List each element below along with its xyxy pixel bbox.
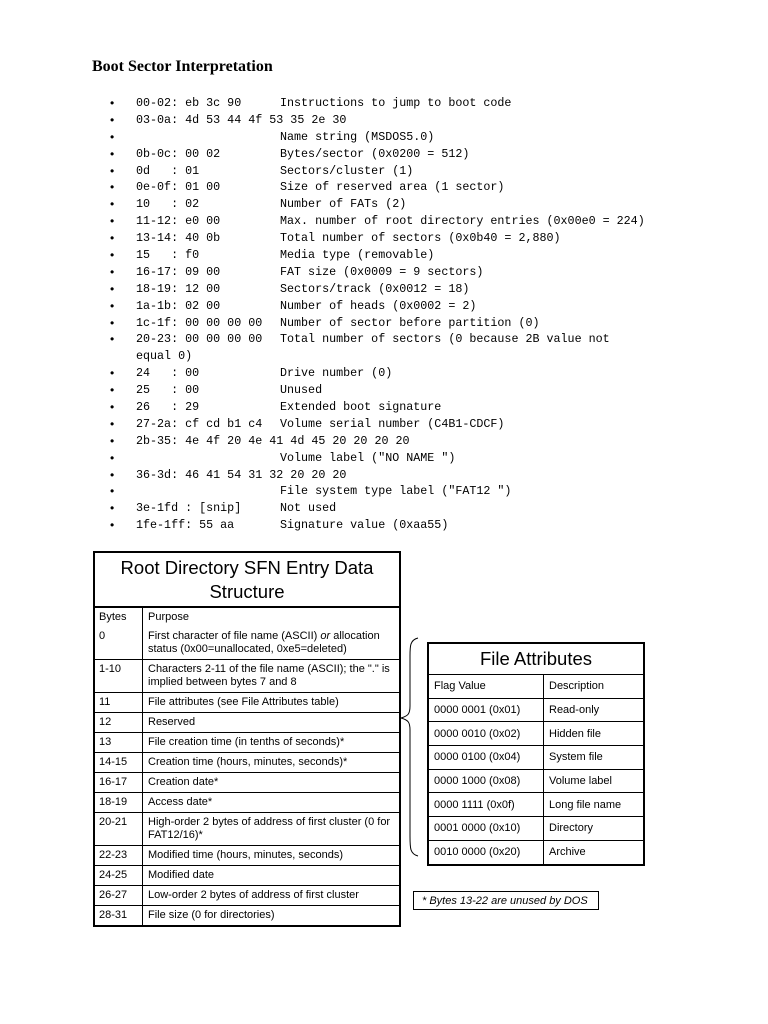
root-row-bytes: 24-25: [95, 866, 143, 885]
boot-entry: [110, 433, 750, 450]
bullet-icon: •: [110, 112, 115, 127]
boot-entry-bytes: 1fe-1ff: 55 aa: [136, 518, 235, 533]
table-row: [95, 692, 399, 712]
boot-entry-bytes: 0e-0f: 01 00: [136, 180, 221, 195]
table-row: [429, 769, 643, 793]
bullet-icon: •: [110, 163, 115, 178]
root-table-header-row: [95, 607, 399, 627]
table-row: [95, 659, 399, 692]
boot-entry: [110, 179, 750, 196]
root-row-bytes: 14-15: [95, 753, 143, 772]
boot-entry-bytes: 2b-35: 4e 4f 20 4e 41 4d 45 20 20 20 20: [136, 433, 410, 448]
boot-entry: [110, 315, 750, 332]
bullet-icon: •: [110, 467, 115, 482]
table-row: [95, 712, 399, 732]
boot-entry-description-continued: equal 0): [136, 349, 193, 364]
bullet-icon: •: [110, 315, 115, 330]
boot-entry: [110, 298, 750, 315]
bullet-icon: •: [110, 298, 115, 313]
table-row: [95, 627, 399, 659]
table-row: [429, 792, 643, 816]
boot-entry-description: Bytes/sector (0x0200 = 512): [280, 146, 470, 161]
root-row-purpose: Modified time (hours, minutes, seconds): [148, 849, 344, 861]
boot-entry-bytes: 15 : f0: [136, 248, 200, 263]
table-row: [429, 745, 643, 769]
attr-row-flag: 0010 0000 (0x20): [429, 841, 544, 864]
table-row: [429, 721, 643, 745]
boot-entry-description: Total number of sectors (0x0b40 = 2,880): [280, 231, 561, 246]
boot-entry-description: Size of reserved area (1 sector): [280, 180, 505, 195]
bullet-icon: •: [110, 332, 115, 347]
table-row: [95, 865, 399, 885]
root-row-bytes: 11: [95, 693, 143, 712]
boot-entry-description: Media type (removable): [280, 248, 435, 263]
boot-entry-bytes: 24 : 00: [136, 366, 200, 381]
boot-entry: [110, 129, 750, 146]
attr-table-title: File Attributes: [429, 644, 643, 675]
boot-entry-continuation: [110, 348, 750, 365]
attr-row-flag: 0000 0010 (0x02): [429, 722, 544, 745]
attr-row-flag: 0000 0001 (0x01): [429, 699, 544, 722]
boot-entry-bytes: 00-02: eb 3c 90: [136, 96, 242, 110]
table-row: [429, 698, 643, 722]
boot-entry-bytes: 26 : 29: [136, 400, 200, 415]
root-header-bytes: Bytes: [95, 608, 143, 627]
attr-row-description: System file: [549, 751, 603, 764]
root-row-bytes: 28-31: [95, 906, 143, 925]
boot-entry-description: Instructions to jump to boot code: [280, 96, 512, 110]
boot-entry: [110, 382, 750, 399]
boot-entry-bytes: 20-23: 00 00 00 00: [136, 332, 263, 347]
attr-row-description: Long file name: [549, 798, 622, 811]
bullet-icon: •: [110, 96, 115, 110]
boot-entry: [110, 196, 750, 213]
bullet-icon: •: [110, 518, 115, 533]
attr-header-flag: Flag Value: [429, 675, 544, 698]
footnote: * Bytes 13-22 are unused by DOS: [413, 891, 599, 910]
attr-row-flag: 0000 1111 (0x0f): [429, 793, 544, 816]
boot-entry-bytes: 27-2a: cf cd b1 c4: [136, 416, 263, 431]
boot-entry: [110, 416, 750, 433]
table-row: [95, 845, 399, 865]
boot-entry-description: Number of heads (0x0002 = 2): [280, 298, 477, 313]
boot-entry-bytes: 11-12: e0 00: [136, 214, 221, 229]
root-row-bytes: 0: [95, 627, 143, 659]
root-row-bytes: 16-17: [95, 773, 143, 792]
boot-entry-description: Unused: [280, 383, 323, 398]
bullet-icon: •: [110, 197, 115, 212]
bullet-icon: •: [110, 433, 115, 448]
boot-entry: [110, 399, 750, 416]
root-row-bytes: 13: [95, 733, 143, 752]
boot-entry-bytes: 0b-0c: 00 02: [136, 146, 221, 161]
root-row-purpose: File creation time (in tenths of seconds)*: [148, 736, 345, 748]
attr-table-header-row: [429, 675, 643, 698]
boot-entry-description: Signature value (0xaa55): [280, 518, 449, 533]
root-row-purpose: Low-order 2 bytes of address of first cluster: [148, 889, 359, 901]
boot-entry-bytes: 03-0a: 4d 53 44 4f 53 35 2e 30: [136, 112, 347, 127]
boot-entry-bytes: 36-3d: 46 41 54 31 32 20 20 20: [136, 467, 347, 482]
boot-entry: [110, 483, 750, 500]
boot-entry: [110, 331, 750, 348]
attr-row-description: Hidden file: [549, 727, 601, 740]
file-attributes-table: [427, 642, 645, 866]
root-row-bytes: 22-23: [95, 846, 143, 865]
root-directory-table: [93, 551, 401, 927]
boot-entry: [110, 230, 750, 247]
table-row: [95, 812, 399, 845]
root-row-bytes: 18-19: [95, 793, 143, 812]
boot-entry-description: File system type label ("FAT12 "): [280, 484, 512, 499]
boot-entry-bytes: 10 : 02: [136, 197, 200, 212]
attr-table-body: [429, 698, 643, 864]
root-header-purpose: Purpose: [148, 611, 189, 623]
root-row-purpose: High-order 2 bytes of address of first cluster (0 for FAT12/16)*: [148, 816, 391, 841]
root-row-purpose: File attributes (see File Attributes table): [148, 696, 339, 708]
bullet-icon: •: [110, 264, 115, 279]
boot-entry-bytes: 25 : 00: [136, 383, 200, 398]
boot-entry-description: Extended boot signature: [280, 400, 442, 415]
boot-entry: [110, 163, 750, 180]
boot-entry: [110, 213, 750, 230]
root-row-bytes: 12: [95, 713, 143, 732]
boot-entry-description: Drive number (0): [280, 366, 393, 381]
boot-entry: [110, 450, 750, 467]
boot-entry-description: Sectors/cluster (1): [280, 163, 414, 178]
boot-entry-description: Number of FATs (2): [280, 197, 407, 212]
boot-entry: [110, 517, 750, 534]
attr-row-description: Volume label: [549, 775, 612, 788]
root-row-bytes: 20-21: [95, 813, 143, 845]
attr-row-flag: 0001 0000 (0x10): [429, 817, 544, 840]
boot-entry-bytes: 18-19: 12 00: [136, 281, 221, 296]
boot-sector-list: [110, 95, 750, 534]
bullet-icon: •: [110, 180, 115, 195]
boot-entry: [110, 500, 750, 517]
brace-connector: [398, 636, 422, 858]
root-row-bytes: 26-27: [95, 886, 143, 905]
boot-entry-description: Not used: [280, 501, 337, 516]
boot-entry: [110, 146, 750, 163]
root-row-bytes: 1-10: [95, 660, 143, 692]
bullet-icon: •: [110, 501, 115, 516]
boot-entry: [110, 467, 750, 484]
boot-entry-description: FAT size (0x0009 = 9 sectors): [280, 264, 484, 279]
emphasis-or: or: [320, 630, 331, 642]
boot-entry-bytes: 1a-1b: 02 00: [136, 298, 221, 313]
bullet-icon: •: [110, 400, 115, 415]
boot-entry-description: Name string (MSDOS5.0): [280, 129, 435, 144]
attr-row-description: Read-only: [549, 704, 600, 717]
boot-entry-bytes: 13-14: 40 0b: [136, 231, 221, 246]
attr-row-description: Directory: [549, 822, 594, 835]
boot-entry-description: Max. number of root directory entries (0x00e0 = 224): [280, 214, 645, 229]
bullet-icon: •: [110, 146, 115, 161]
bullet-icon: •: [110, 383, 115, 398]
boot-entry-bytes: 3e-1fd : [snip]: [136, 501, 242, 516]
page-heading: Boot Sector Interpretation: [92, 58, 273, 75]
boot-entry-description: Number of sector before partition (0): [280, 315, 540, 330]
table-row: [95, 752, 399, 772]
boot-entry: [110, 264, 750, 281]
boot-entry-description: Total number of sectors (0 because 2B value not: [280, 332, 610, 347]
table-row: [95, 732, 399, 752]
bullet-icon: •: [110, 450, 115, 465]
bullet-icon: •: [110, 416, 115, 431]
root-row-purpose: First character of file name (ASCII) or allocation status (0x00=unallocated, 0xe5=deleted): [148, 630, 380, 655]
root-table-title: Root Directory SFN Entry Data Structure: [95, 553, 399, 607]
boot-entry-description: Sectors/track (0x0012 = 18): [280, 281, 470, 296]
table-row: [429, 840, 643, 864]
table-row: [95, 885, 399, 905]
table-row: [95, 772, 399, 792]
root-row-purpose: Reserved: [148, 716, 196, 728]
attr-row-flag: 0000 1000 (0x08): [429, 770, 544, 793]
boot-entry: [110, 365, 750, 382]
root-table-body: [95, 627, 399, 925]
root-row-purpose: Characters 2-11 of the file name (ASCII); the "." is implied between bytes 7 and 8: [148, 663, 390, 688]
boot-entry-bytes: 0d : 01: [136, 163, 200, 178]
bullet-icon: •: [110, 366, 115, 381]
attr-row-flag: 0000 0100 (0x04): [429, 746, 544, 769]
bullet-icon: •: [110, 129, 115, 144]
boot-entry-bytes: 1c-1f: 00 00 00 00: [136, 315, 263, 330]
boot-entry-description: Volume serial number (C4B1-CDCF): [280, 416, 505, 431]
boot-entry: [110, 95, 750, 112]
root-row-purpose: Modified date: [148, 869, 215, 881]
bullet-icon: •: [110, 281, 115, 296]
root-row-purpose: Creation date*: [148, 776, 219, 788]
root-row-purpose: File size (0 for directories): [148, 909, 275, 921]
boot-entry: [110, 247, 750, 264]
table-row: [95, 792, 399, 812]
boot-entry-description: Volume label ("NO NAME "): [280, 450, 456, 465]
root-row-purpose: Creation time (hours, minutes, seconds)*: [148, 756, 348, 768]
attr-row-description: Archive: [549, 846, 586, 859]
table-row: [429, 816, 643, 840]
bullet-icon: •: [110, 484, 115, 499]
table-row: [95, 905, 399, 925]
boot-entry-bytes: 16-17: 09 00: [136, 264, 221, 279]
bullet-icon: •: [110, 214, 115, 229]
attr-header-description: Description: [549, 680, 605, 693]
boot-entry: [110, 281, 750, 298]
bullet-icon: •: [110, 248, 115, 263]
boot-entry: [110, 112, 750, 129]
bullet-icon: •: [110, 231, 115, 246]
root-row-purpose: Access date*: [148, 796, 213, 808]
